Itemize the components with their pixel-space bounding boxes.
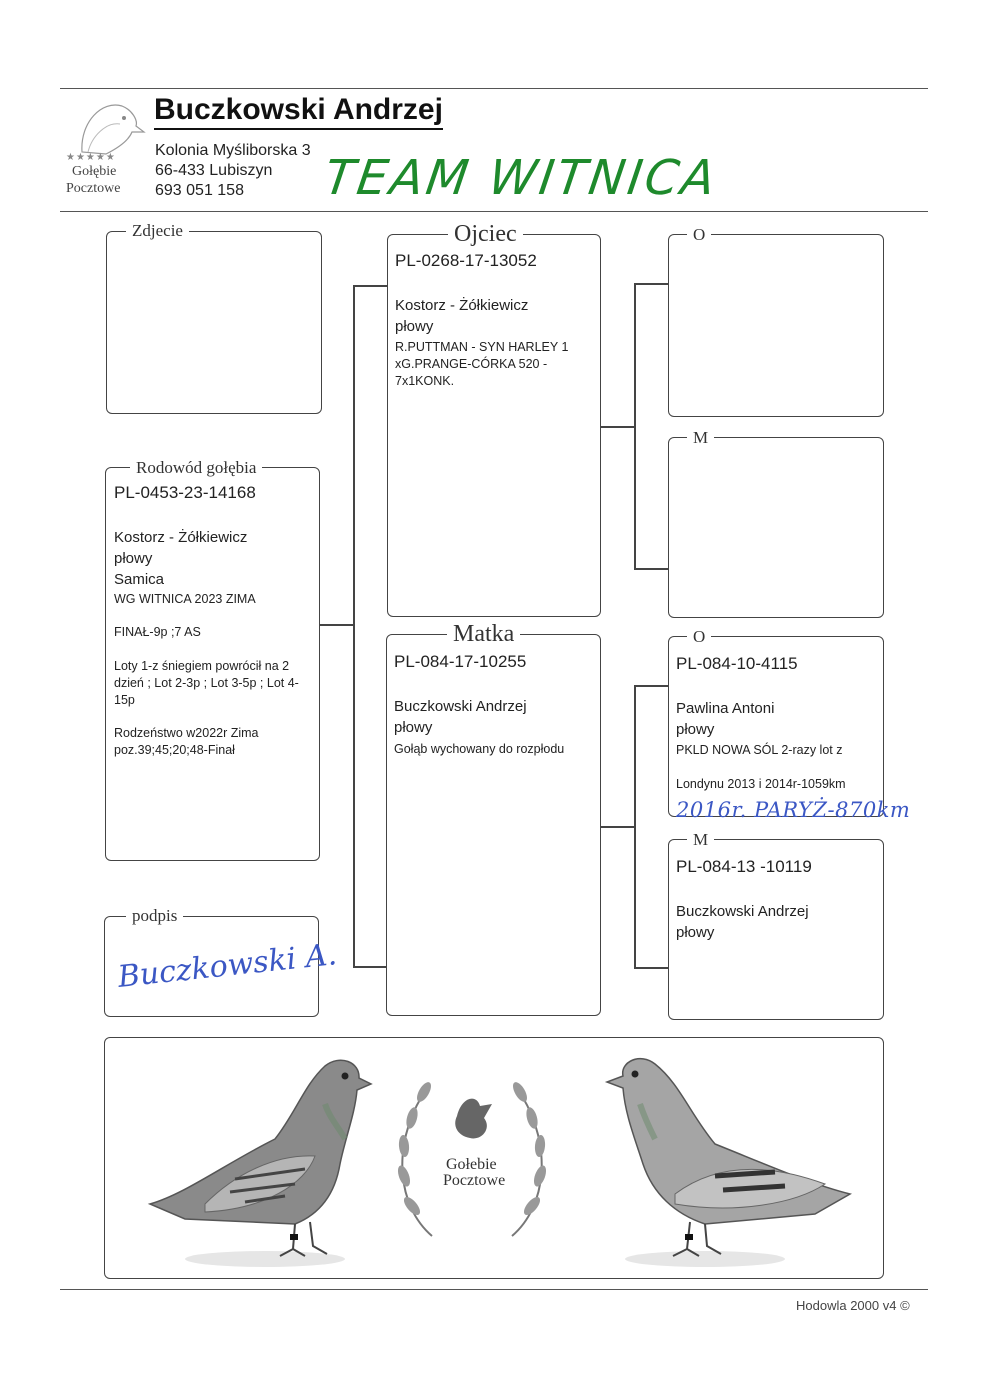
banner-text-2: Pocztowe (443, 1172, 506, 1189)
connector-to-mother (353, 966, 386, 968)
father-mother-box (668, 437, 884, 618)
mother-mother-ring: PL-084-13 -10119 (676, 857, 812, 876)
father-box (387, 234, 601, 617)
photo-box (106, 231, 322, 414)
connector-father-vertical (634, 283, 636, 569)
pigeon-note-4: Rodzeństwo w2022r Zima poz.39;45;20;48-Finał (114, 726, 259, 757)
address-line-2: 66-433 Lubiszyn (155, 162, 273, 179)
header-rule (60, 211, 928, 212)
mother-mother-breeder: Buczkowski Andrzej (676, 903, 809, 920)
mother-mother-color: płowy (676, 924, 715, 941)
mother-father-note-1: PKLD NOWA SÓL 2-razy lot z (676, 743, 843, 757)
pigeon-sex: Samica (114, 571, 165, 588)
connector-to-father (353, 285, 387, 287)
right-pigeon-illustration (595, 1044, 855, 1274)
father-color: płowy (395, 318, 434, 335)
breeder-name: Buczkowski Andrzej (154, 92, 443, 130)
connector-to-mf (634, 685, 668, 687)
mother-father-breeder: Pawlina Antoni (676, 700, 775, 717)
mother-legend: Matka (447, 622, 520, 646)
mother-box (386, 634, 601, 1016)
left-pigeon-illustration (145, 1044, 375, 1274)
pigeon-breeder: Kostorz - Żółkiewicz (114, 529, 248, 546)
connector-pigeon (320, 624, 354, 626)
connector-parents-vertical (353, 285, 355, 966)
pigeon-ring: PL-0453-23-14168 (114, 483, 256, 502)
pigeon-color: płowy (114, 550, 153, 567)
father-legend: Ojciec (448, 222, 523, 246)
team-handwritten: TEAM WITNICA (321, 150, 722, 206)
logo-text-2: Pocztowe (66, 181, 121, 196)
mother-father-note-2: Londynu 2013 i 2014r-1059km (676, 777, 846, 791)
connector-mother-out (601, 826, 635, 828)
phone: 693 051 158 (155, 182, 244, 199)
father-ring: PL-0268-17-13052 (395, 251, 537, 270)
connector-father-out (601, 426, 635, 428)
father-father-legend: O (687, 226, 711, 243)
signature-legend: podpis (126, 907, 183, 924)
connector-to-fm (634, 568, 668, 570)
mother-father-handwritten: 2016r. PARYŻ-870km (676, 798, 911, 822)
pigeon-note-1: WG WITNICA 2023 ZIMA (114, 592, 256, 606)
footer-version: Hodowla 2000 v4 © (796, 1298, 910, 1313)
top-rule (60, 88, 928, 89)
father-mother-legend: M (687, 429, 714, 446)
pigeon-note-3: Loty 1-z śniegiem powrócił na 2 dzień ; Lot 2-3p ; Lot 3-5p ; Lot 4-15p (114, 659, 299, 707)
connector-mother-vertical (634, 685, 636, 968)
mother-breeder: Buczkowski Andrzej (394, 698, 527, 715)
father-breeder: Kostorz - Żółkiewicz (395, 297, 529, 314)
mother-father-legend: O (687, 628, 711, 645)
father-note: R.PUTTMAN - SYN HARLEY 1 xG.PRANGE-CÓRKA 520 - 7x1KONK. (395, 340, 569, 388)
logo-stars: ★★★★★ (66, 152, 116, 163)
pigeon-note-2: FINAŁ-9p ;7 AS (114, 625, 201, 639)
mother-note: Gołąb wychowany do rozpłodu (394, 742, 565, 756)
pigeon-legend: Rodowód gołębia (130, 459, 262, 476)
connector-to-ff (634, 283, 668, 285)
logo-text-1: Gołębie (72, 164, 117, 179)
father-father-box (668, 234, 884, 417)
mother-color: płowy (394, 719, 433, 736)
banner-box (104, 1037, 884, 1279)
footer-rule (60, 1289, 928, 1290)
mother-father-color: płowy (676, 721, 715, 738)
connector-to-mm (634, 967, 668, 969)
signature-handwritten: Buczkowski A. (116, 937, 339, 995)
address-line-1: Kolonia Myśliborska 3 (155, 142, 311, 159)
mother-ring: PL-084-17-10255 (394, 652, 527, 671)
photo-legend: Zdjecie (126, 222, 189, 239)
banner-text-1: Gołebie (446, 1156, 497, 1173)
logo (62, 92, 148, 204)
mother-father-ring: PL-084-10-4115 (676, 654, 798, 673)
mother-mother-legend: M (687, 831, 714, 848)
